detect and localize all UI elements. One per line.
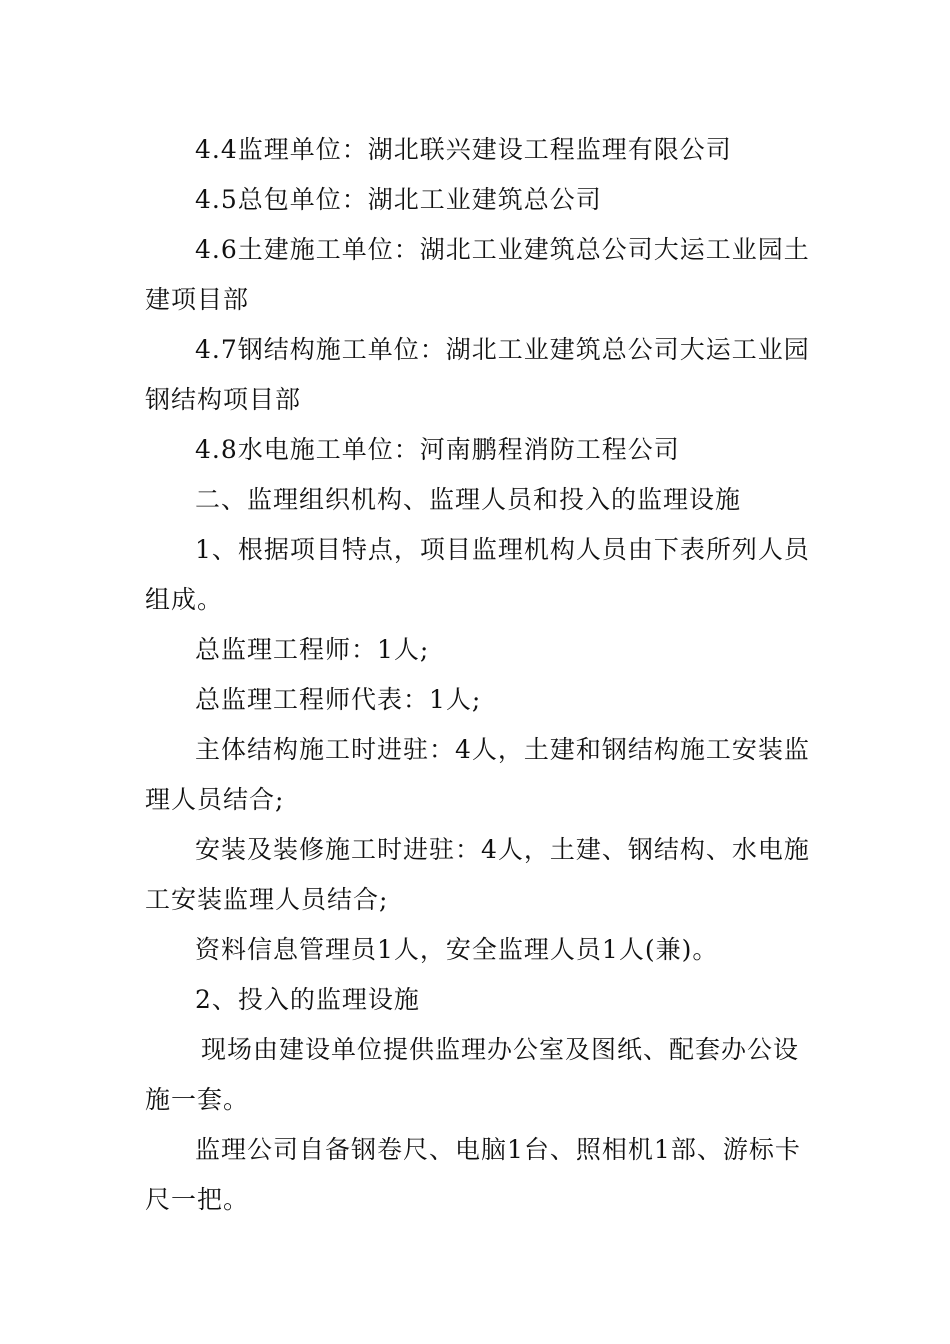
paragraph-hydropower-contractor: 4.8水电施工单位：河南鹏程消防工程公司 [195,435,680,464]
paragraph-admin-safety-staff: 资料信息管理员1人，安全监理人员1人(兼)。 [195,935,719,964]
paragraph-chief-engineer: 总监理工程师：1人; [195,635,430,664]
paragraph-main-structure-staff: 主体结构施工时进驻：4人，土建和钢结构施工安装监理人员结合; [145,735,810,814]
paragraph-supervision-unit: 4.4监理单位：湖北联兴建设工程监理有限公司 [195,135,732,164]
paragraph-steel-contractor: 4.7钢结构施工单位：湖北工业建筑总公司大运工业园钢结构项目部 [145,335,810,414]
paragraph-installation-staff: 安装及装修施工时进驻：4人，土建、钢结构、水电施工安装监理人员结合; [145,835,810,914]
subsection-heading-facilities: 2、投入的监理设施 [195,985,420,1014]
document-body [145,125,810,1225]
paragraph-site-facilities: 现场由建设单位提供监理办公室及图纸、配套办公设施一套。 [145,1035,800,1114]
paragraph-staffing-intro: 1、根据项目特点，项目监理机构人员由下表所列人员组成。 [145,535,810,614]
paragraph-chief-engineer-deputy: 总监理工程师代表：1人; [195,685,482,714]
paragraph-company-equipment: 监理公司自备钢卷尺、电脑1台、照相机1部、游标卡尺一把。 [145,1135,801,1214]
section-heading-organization: 二、监理组织机构、监理人员和投入的监理设施 [195,485,742,514]
paragraph-general-contractor: 4.5总包单位：湖北工业建筑总公司 [195,185,602,214]
paragraph-civil-contractor: 4.6土建施工单位：湖北工业建筑总公司大运工业园土建项目部 [145,235,810,314]
